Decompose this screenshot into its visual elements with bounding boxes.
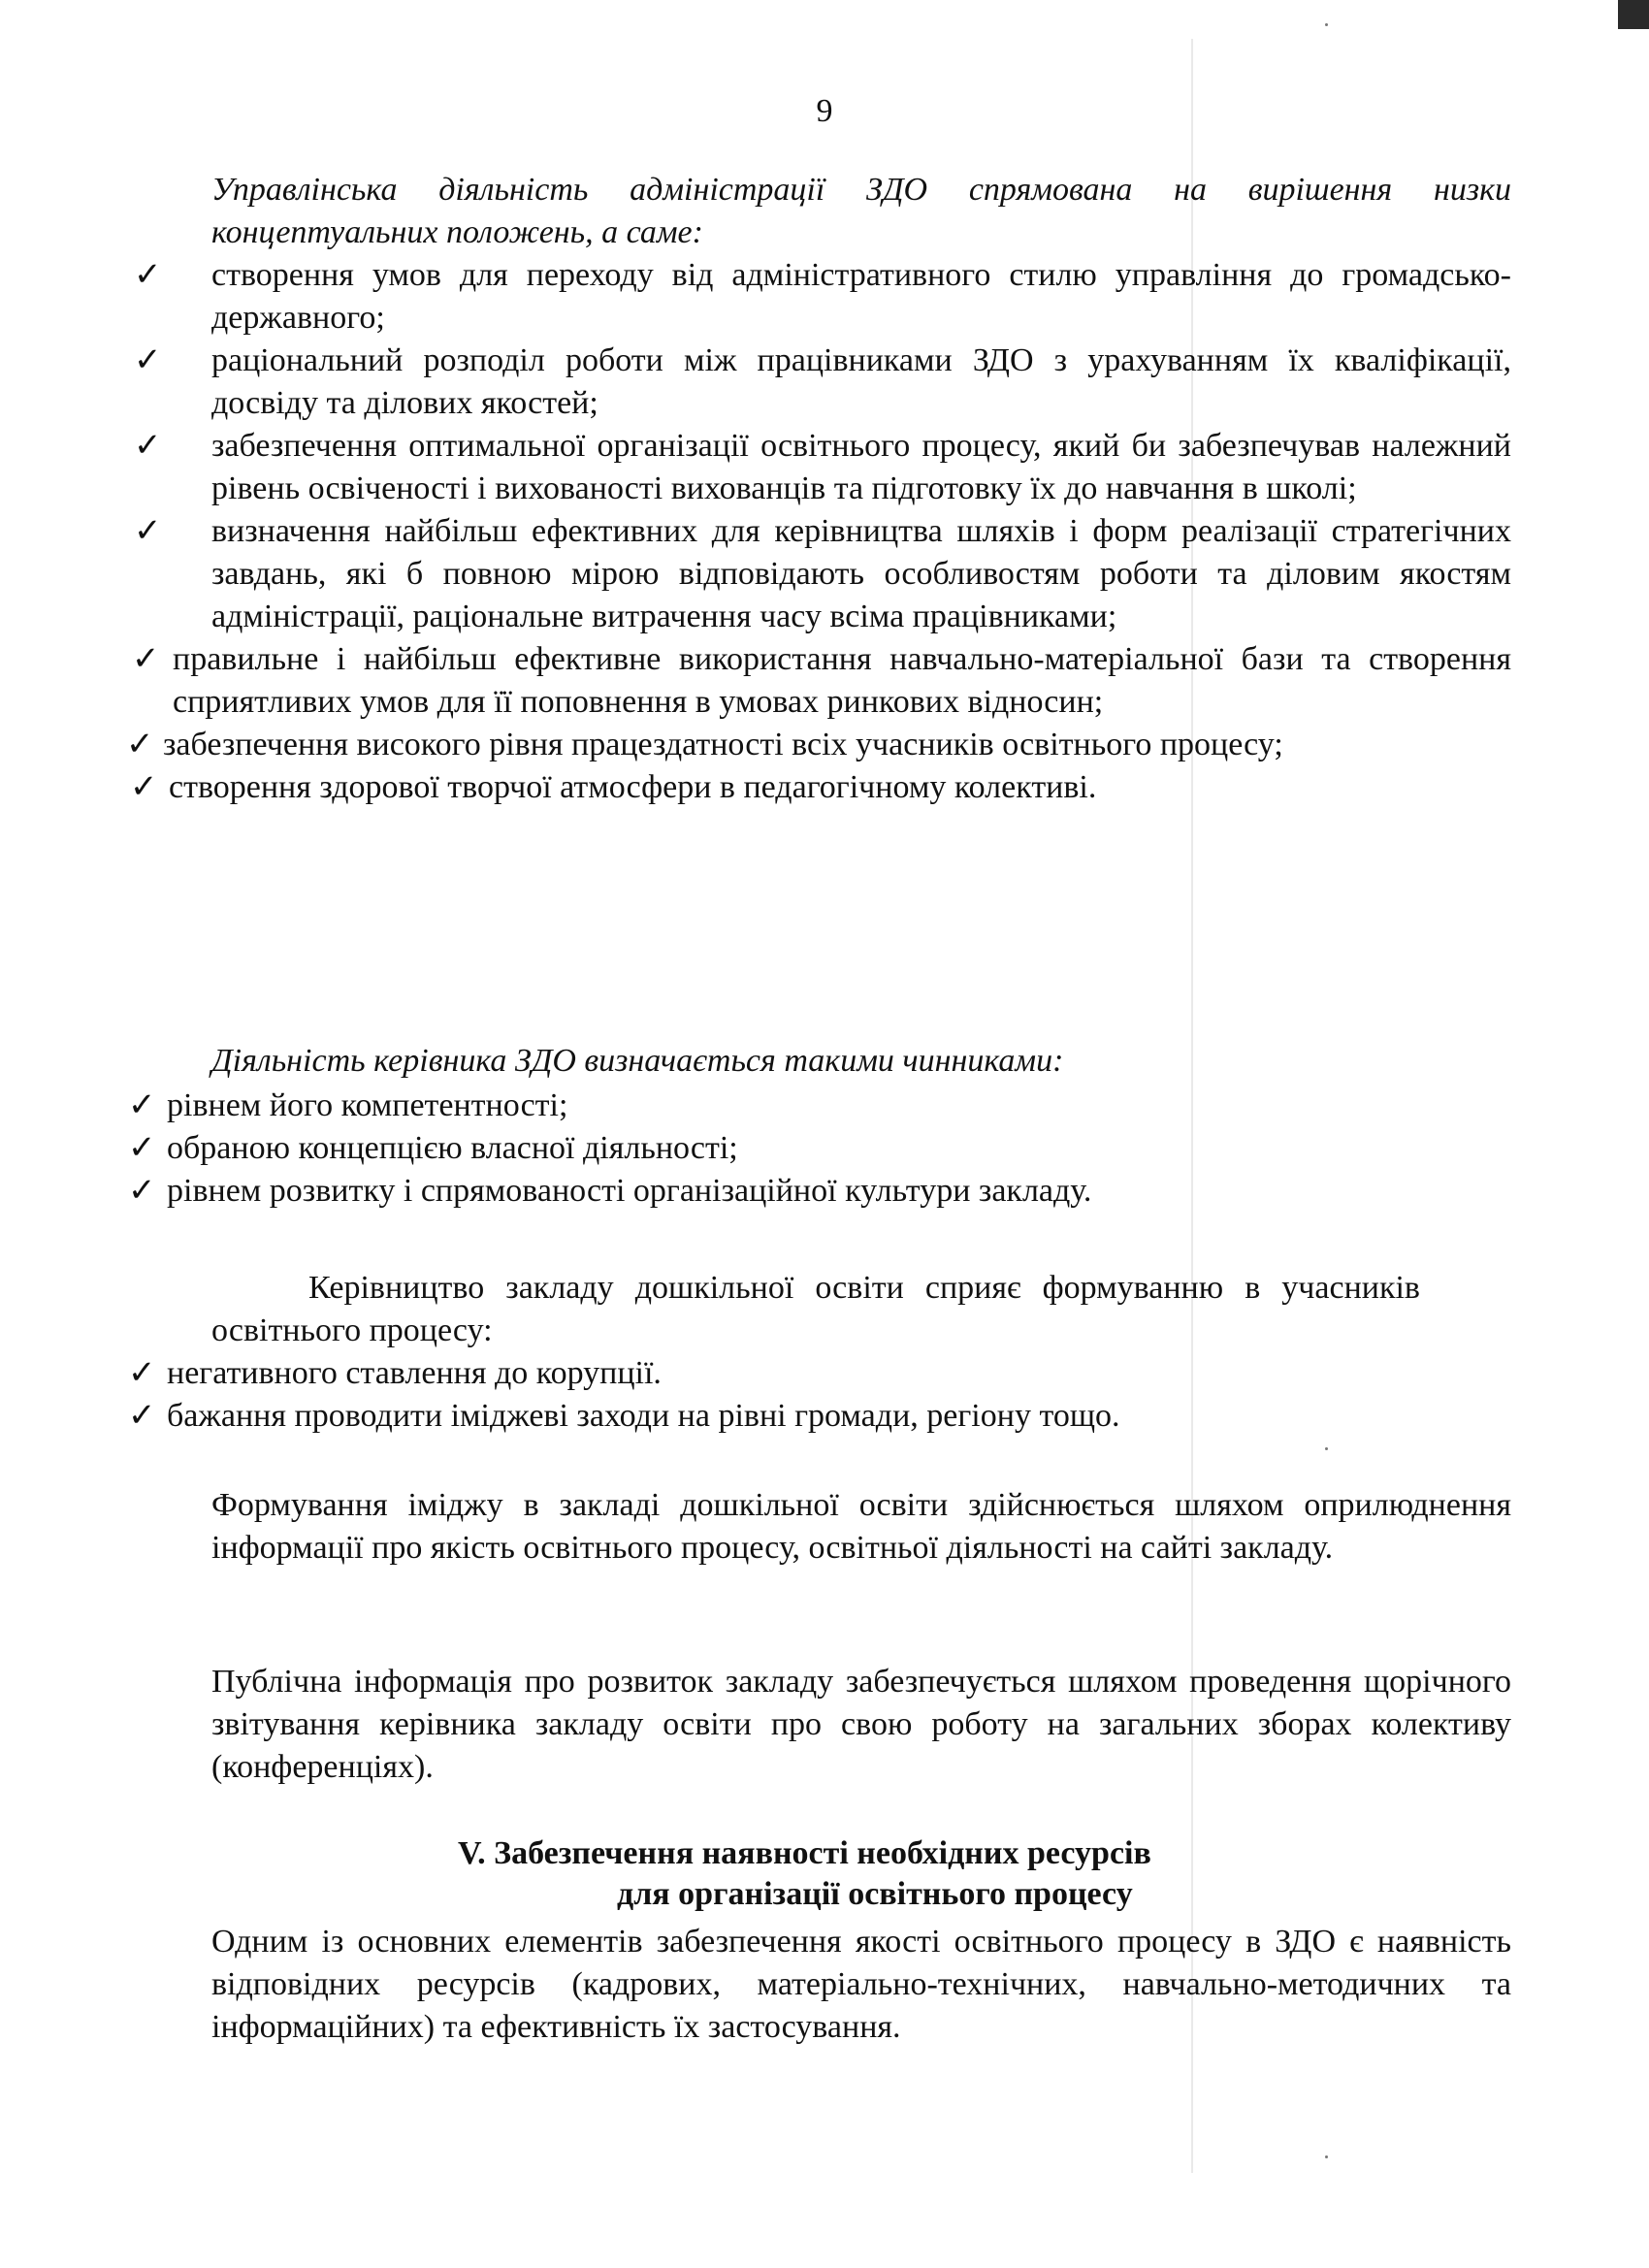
checkmark-icon: ✓	[128, 1173, 156, 1209]
management-intro: Управлінська діяльність адміністрації ЗДО спрямована на вирішення низки концептуальних положень, а саме:	[211, 172, 1511, 250]
page-number: 9	[816, 93, 833, 129]
checkmark-icon: ✓	[128, 1398, 156, 1434]
checkmark-icon: ✓	[128, 1130, 156, 1166]
list-item: ✓ раціональний розподіл роботи між працівниками ЗДО з урахуванням їх кваліфікації, досвіду та ділових якостей;	[17, 340, 1511, 425]
scan-speck	[1325, 2155, 1328, 2158]
checkmark-icon: ✓	[130, 769, 158, 805]
list-item: ✓ створення умов для переходу від адміністративного стилю управління до громадсько-державного;	[17, 254, 1511, 340]
checkmark-icon: ✓	[128, 1355, 156, 1391]
checkmark-icon: ✓	[134, 257, 162, 293]
list-item: ✓ створення здорової творчої атмосфери в педагогічному колективі.	[17, 766, 1511, 809]
list-item: ✓ рівнем розвитку і спрямованості організаційної культури закладу.	[17, 1170, 1511, 1213]
list-item: ✓ обраною концепцією власної діяльності;	[17, 1127, 1511, 1170]
list-item: ✓ визначення найбільш ефективних для керівництва шляхів і форм реалізації стратегічних завдань, які б повною мірою відповідають особливостям роботи та діловим якостям адміністрації, раціональне витрачення часу всіма працівниками;	[17, 510, 1511, 638]
checkmark-icon: ✓	[134, 342, 162, 378]
document-page: 9 Управлінська діяльність адміністрації ЗДО спрямована на вирішення низки концептуальних положень, а саме: ✓ створення умов для переходу від адміністративного стилю управління до громадсько-державного; ✓ раціональний розподіл роботи між працівниками ЗДО з урахуванням їх кваліфікації, досвіду та ділових якостей; ✓ забезпечення оптимальної організації освітнього процесу, який би забезпечував належний рівень освіченості і вихованості вихованців та підготовку їх до навчання в школі; ✓ визначення найбільш ефективних для керівництва шляхів і форм реалізації стратегічних завдань, які б повною мірою відповідають особливостям роботи та діловим якостям адміністрації, раціональне витрачення часу всіма працівниками; ✓ правильне і найбільш ефективне використання навчально-матеріальної бази та створення сприятливих умов для її поповнення в умовах ринкових відносин; ✓ забезпечення високого рівня працездатності всіх учасників освітнього процесу; ✓ створення здорової творчої атмосфери в педагогічному колективі. Діяльність керівника ЗДО визначається такими чинниками: ✓ рівнем його компетентності; ✓ обраною концепцією власної діяльності; ✓ рівнем розвитку і спрямованості організаційної культури закладу. Керівництво закладу дошкільної освіти сприяє формуванню в учасників освітнього процесу: ✓ негативного ставлення до корупції. ✓ бажання проводити іміджеві заходи на рівні громади, регіону тощо. Формування іміджу в закладі дошкільної освіти здійснюється шляхом оприлюднення інформації про якість освітнього процесу, освітньої діяльності на сайті закладу. Публічна інформація про розвиток закладу забезпечується шляхом проведення щорічного звітування керівника закладу освіти про свою роботу на загальних зборах колективу (конференціях). V. Забезпечення наявності необхідних ресурсів для організації освітнього процесу Одним із основних елементів забезпечення якості освітнього процесу в ЗДО є наявність відповідних ресурсів (кадрових, матеріально-технічних, навчально-методичних та інформаційних) та ефективність їх застосування.	[0, 0, 1649, 2268]
list-item: ✓ забезпечення оптимальної організації освітнього процесу, який би забезпечував належний рівень освіченості і вихованості вихованців та підготовку їх до навчання в школі;	[17, 425, 1511, 510]
leader-intro: Діяльність керівника ЗДО визначається такими чинниками:	[211, 1043, 1064, 1079]
list-item: ✓ правильне і найбільш ефективне використання навчально-матеріальної бази та створення сприятливих умов для її поповнення в умовах ринкових відносин;	[17, 638, 1511, 724]
checkmark-icon: ✓	[132, 641, 160, 677]
checkmark-icon: ✓	[134, 428, 162, 464]
public-info-paragraph: Публічна інформація про розвиток закладу забезпечується шляхом проведення щорічного звітування керівника закладу освіти про свою роботу на загальних зборах колективу (конференціях).	[211, 1664, 1511, 1785]
image-paragraph: Формування іміджу в закладі дошкільної освіти здійснюється шляхом оприлюднення інформації про якість освітнього процесу, освітньої діяльності на сайті закладу.	[211, 1487, 1511, 1566]
list-item: ✓ бажання проводити іміджеві заходи на рівні громади, регіону тощо.	[17, 1395, 1511, 1438]
scan-edge-shadow	[1618, 0, 1649, 29]
resources-paragraph: Одним із основних елементів забезпечення якості освітнього процесу в ЗДО є наявність відповідних ресурсів (кадрових, матеріально-технічних, навчально-методичних та інформаційних) та ефективність їх застосування.	[211, 1924, 1511, 2045]
scan-speck	[1325, 1447, 1328, 1450]
list-item: ✓ негативного ставлення до корупції.	[17, 1352, 1511, 1395]
scan-speck	[1325, 23, 1328, 26]
checkmark-icon: ✓	[126, 727, 154, 762]
list-item: ✓ рівнем його компетентності;	[17, 1085, 1511, 1127]
list-item: ✓ забезпечення високого рівня працездатності всіх учасників освітнього процесу;	[17, 724, 1511, 766]
checkmark-icon: ✓	[128, 1087, 156, 1123]
checkmark-icon: ✓	[134, 513, 162, 549]
management-paragraph: Керівництво закладу дошкільної освіти сприяє формуванню в учасників освітнього процесу:	[211, 1270, 1420, 1348]
